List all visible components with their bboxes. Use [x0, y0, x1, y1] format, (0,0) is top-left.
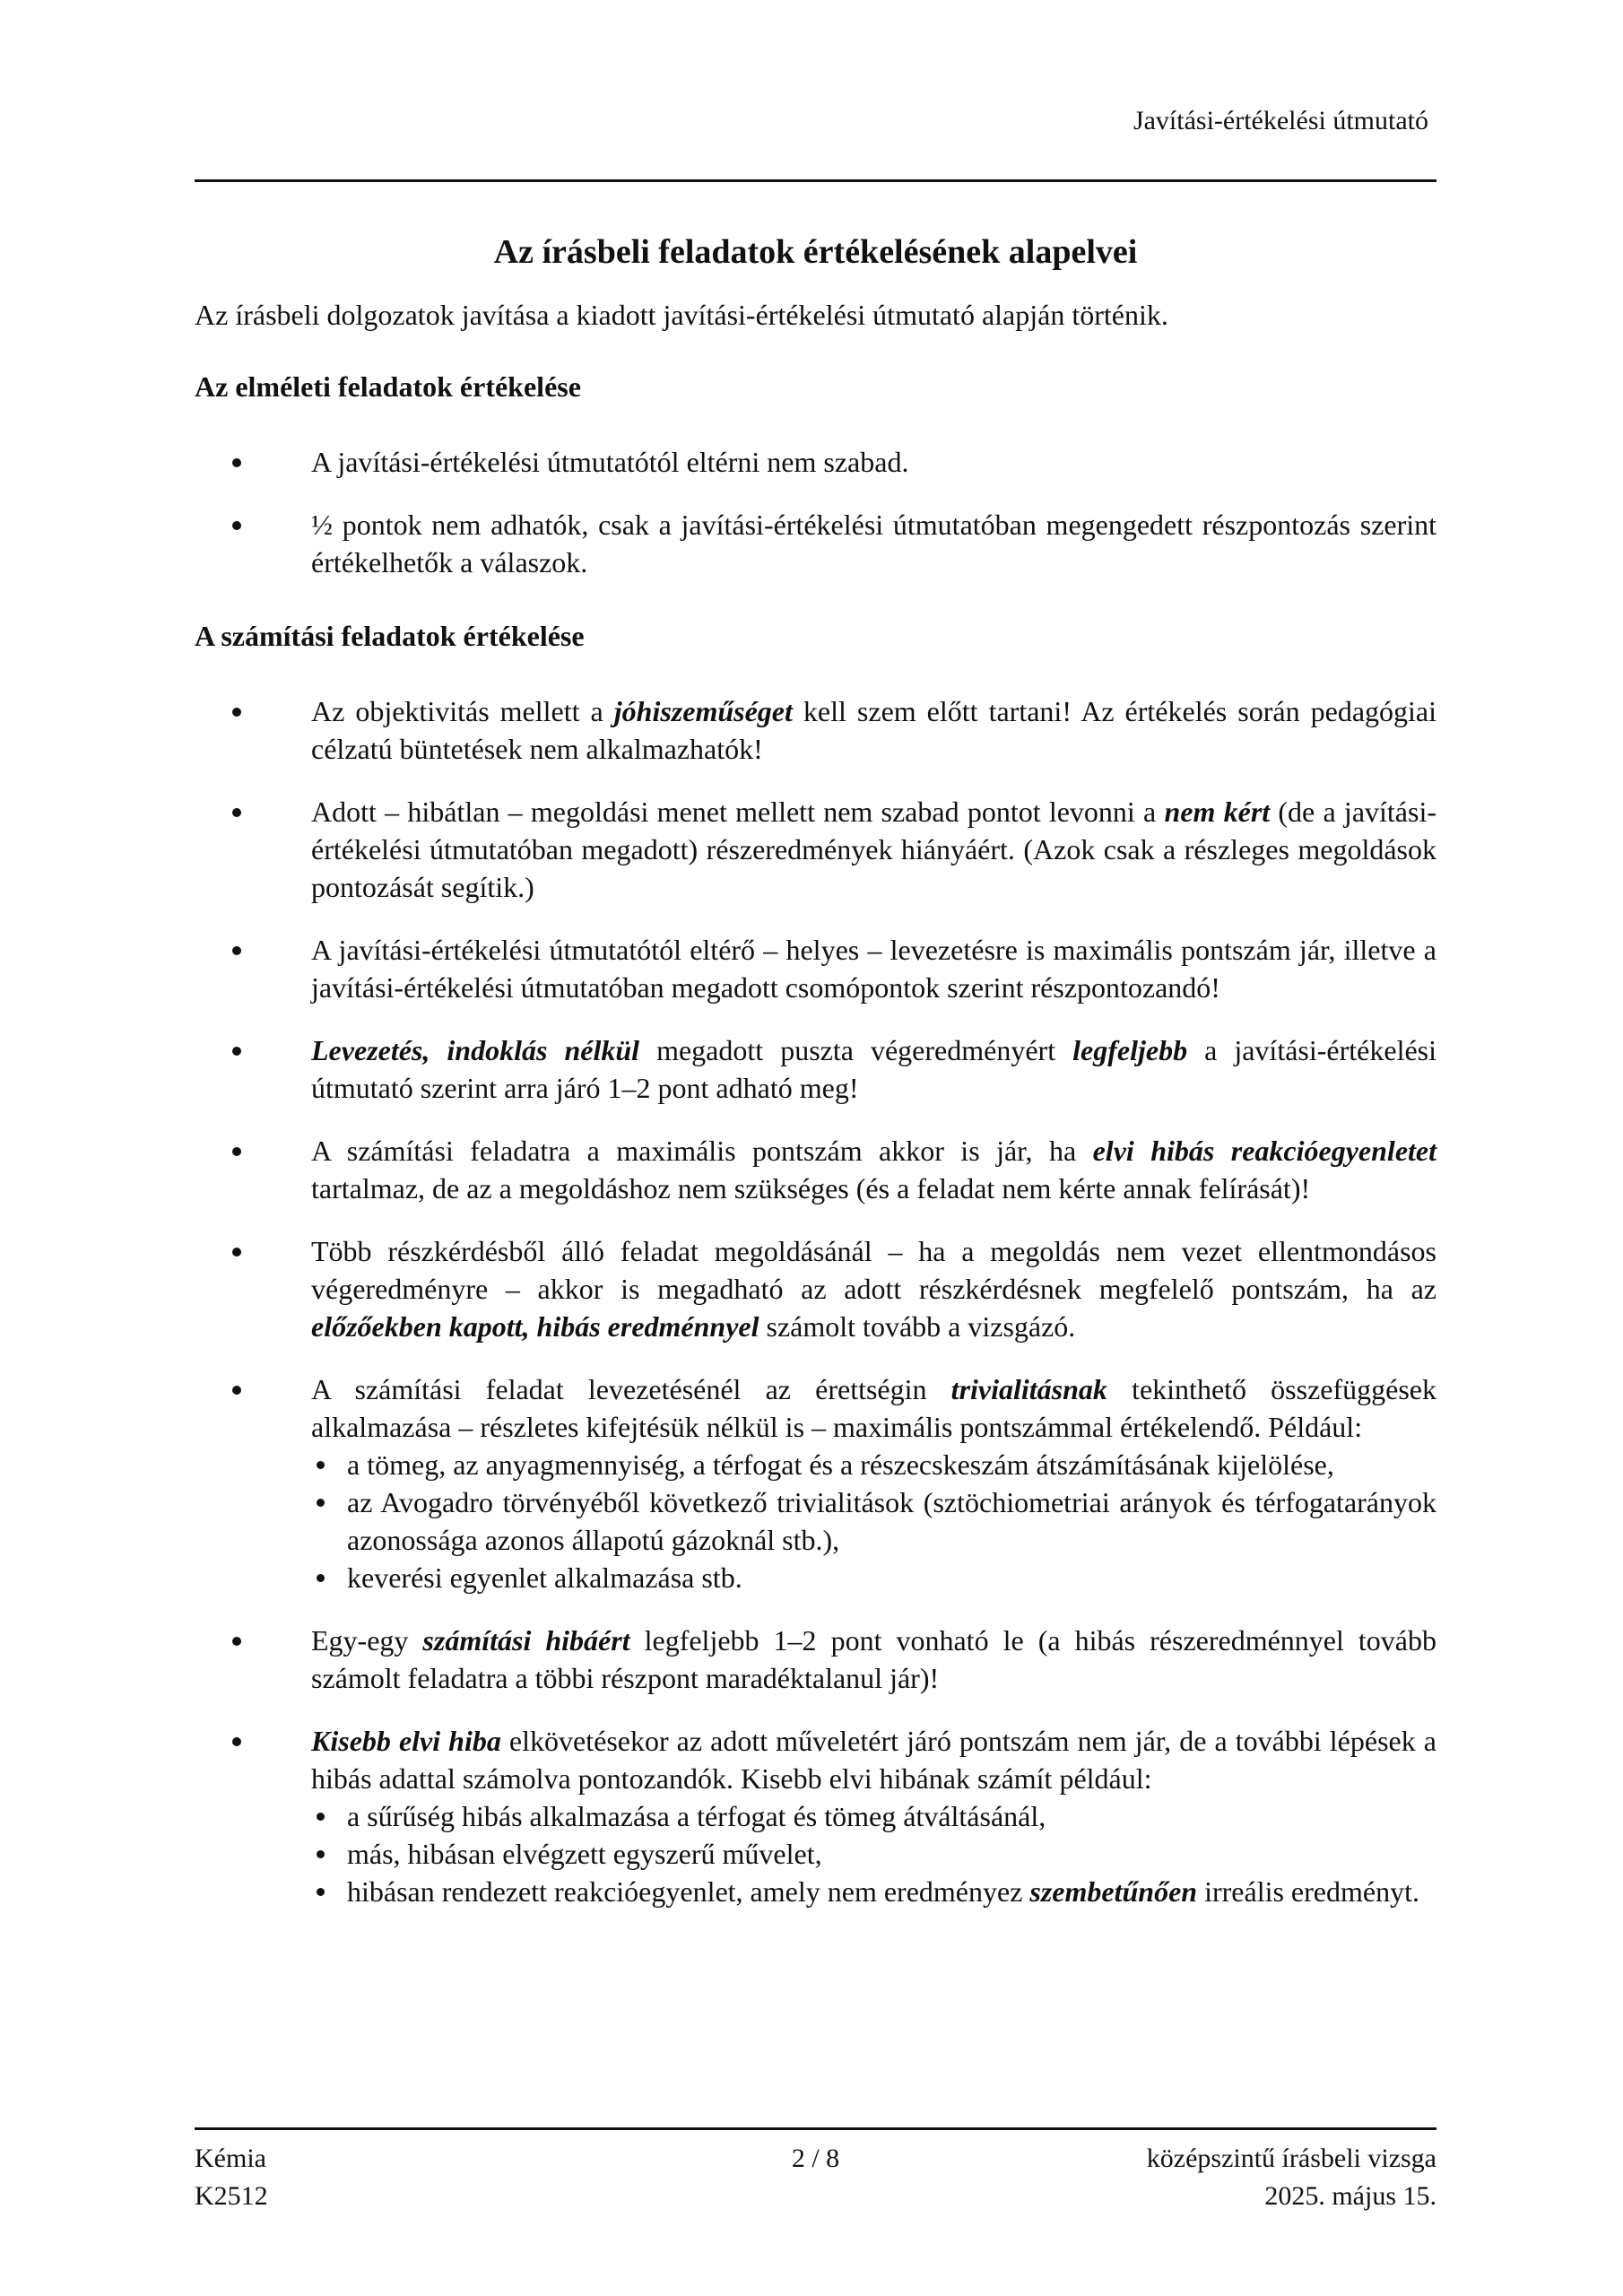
- sub-list-item: a tömeg, az anyagmennyiség, a térfogat és a részecskeszám átszámításának kijelölése,: [311, 1446, 1436, 1483]
- section-heading-calculation: A számítási feladatok értékelése: [195, 620, 585, 652]
- list-item: [195, 1132, 1436, 1207]
- text-run: legfeljebb 1–2 pont vonható le (a hibás részeredménnyel tovább számolt feladatra a többi részpont maradéktalanul jár)!: [311, 1624, 1437, 1694]
- list-item: [195, 692, 1436, 768]
- text-run: elkövetésekor az adott műveletért járó pontszám nem jár, de a további lépések a hibás adattal számolva pontozandók. Kisebb elvi hibának számít például:: [311, 1725, 1437, 1795]
- footer-code: K2512: [195, 2181, 268, 2211]
- list-item-text: [311, 1370, 1436, 1446]
- list-item: [195, 1031, 1436, 1107]
- text-run: számolt tovább a vizsgázó.: [759, 1310, 1076, 1343]
- list-item: ½ pontok nem adhatók, csak a javítási-értékelési útmutatóban megengedett részpontozás szerint értékelhetők a válaszok.: [195, 506, 1436, 581]
- section-heading-theory: Az elméleti feladatok értékelése: [195, 370, 581, 403]
- page-title: Az írásbeli feladatok értékelésének alapelvei: [493, 233, 1138, 271]
- sub-list-item: keverési egyenlet alkalmazása stb.: [311, 1559, 1436, 1596]
- sub-list-item: [311, 1873, 1436, 1910]
- text-run: hibásan rendezett reakcióegyenlet, amely nem eredményez: [347, 1875, 1030, 1908]
- text-run: A számítási feladat levezetésénél az érettségin: [311, 1373, 951, 1405]
- emphasis: elvi hibás reakcióegyenletet: [1092, 1135, 1437, 1167]
- list-item-text: [311, 1722, 1436, 1797]
- emphasis: számítási hibáért: [422, 1624, 630, 1657]
- list-item: A javítási-értékelési útmutatótól eltérni nem szabad.: [195, 443, 1436, 481]
- header-divider: [195, 179, 1436, 182]
- emphasis: legfeljebb: [1072, 1034, 1188, 1066]
- text-run: kell szem előtt tartani! Az értékelés során pedagógiai célzatú büntetések nem alkalmazhatók!: [311, 695, 1436, 765]
- text-run: Egy-egy: [311, 1624, 423, 1657]
- calculation-list: [195, 692, 1436, 1910]
- sub-list-item: a sűrűség hibás alkalmazása a térfogat és tömeg átváltásánál,: [311, 1797, 1436, 1835]
- list-item: [195, 1370, 1436, 1596]
- list-item: [195, 931, 1436, 1006]
- text-run: (de a javítási-értékelési útmutatóban megadott) részeredmények hiányáért. (Azok csak a részleges megoldások pontozását segítik.): [311, 796, 1436, 903]
- text-run: A javítási-értékelési útmutatótól eltérő – helyes – levezetésre is maximális pontszám jár, illetve a javítási-értékelési útmutatóban megadott csomópontok szerint részpontozandó!: [311, 934, 1436, 1004]
- sub-list-item: más, hibásan elvégzett egyszerű művelet,: [311, 1835, 1436, 1873]
- main-content: [195, 231, 1436, 1946]
- list-item: [195, 1722, 1436, 1910]
- footer-date: 2025. május 15.: [1264, 2181, 1436, 2211]
- emphasis: jóhiszeműséget: [613, 695, 793, 727]
- emphasis: nem kért: [1164, 796, 1271, 828]
- theory-list: [195, 443, 1436, 581]
- footer-right: [1147, 2140, 1436, 2215]
- emphasis: Levezetés, indoklás nélkül: [311, 1034, 640, 1066]
- text-run: Adott – hibátlan – megoldási menet mellett nem szabad pontot levonni a: [311, 796, 1165, 828]
- text-run: a javítási-értékelési útmutató szerint arra járó 1–2 pont adható meg!: [311, 1034, 1437, 1104]
- footer-exam-level: középszintű írásbeli vizsga: [1146, 2144, 1436, 2173]
- text-run: tekinthető összefüggések alkalmazása – részletes kifejtésük nélkül is – maximális pontszámmal értékelendő. Például:: [311, 1373, 1437, 1443]
- emphasis: trivialitásnak: [950, 1373, 1107, 1405]
- emphasis: Kisebb elvi hiba: [311, 1725, 501, 1757]
- footer-divider: [195, 2127, 1436, 2130]
- footer-subject: Kémia: [195, 2144, 266, 2173]
- running-header: Javítási-értékelési útmutató: [1133, 106, 1428, 135]
- emphasis: előzőekben kapott, hibás eredménnyel: [311, 1310, 759, 1343]
- list-item: [195, 1622, 1436, 1697]
- text-run: Több részkérdésből álló feladat megoldásánál – ha a megoldás nem vezet ellentmondásos végeredményre – akkor is megadható az adott részkérdésnek megfelelő pontszám, ha az: [311, 1235, 1436, 1305]
- text-run: irreális eredményt.: [1197, 1875, 1419, 1908]
- text-run: megadott puszta végeredményért: [639, 1034, 1073, 1066]
- text-run: Az objektivitás mellett a: [311, 695, 614, 727]
- emphasis: szembetűnően: [1029, 1875, 1198, 1908]
- sub-list-item: az Avogadro törvényéből következő trivialitások (sztöchiometriai arányok és térfogatarányok azonossága azonos állapotú gázoknál stb.),: [311, 1483, 1436, 1559]
- text-run: A számítási feladatra a maximális pontszám akkor is jár, ha: [311, 1135, 1093, 1167]
- list-item: [195, 793, 1436, 906]
- page-number: 2 / 8: [791, 2144, 840, 2173]
- list-item: [195, 1232, 1436, 1345]
- intro-paragraph: Az írásbeli dolgozatok javítása a kiadott javítási-értékelési útmutató alapján történik.: [195, 299, 1168, 331]
- text-run: tartalmaz, de az a megoldáshoz nem szükséges (és a feladat nem kérte annak felírását)!: [311, 1172, 1311, 1205]
